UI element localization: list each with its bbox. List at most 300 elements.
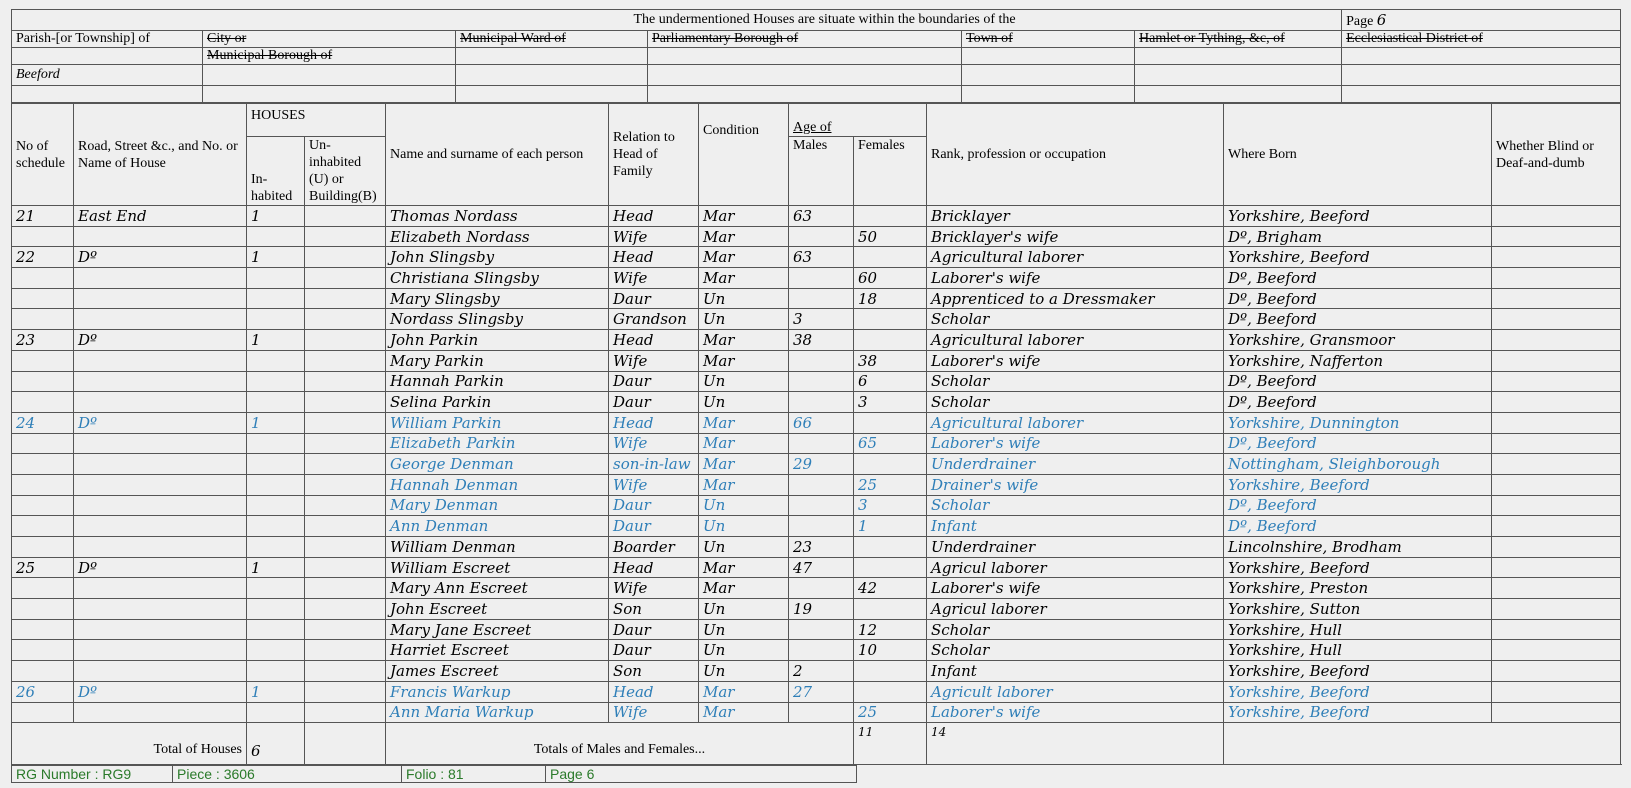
uninhabited-cell (305, 557, 386, 578)
schedule-number (12, 516, 74, 537)
inhabited-count (247, 288, 305, 309)
female-age: 3 (854, 495, 927, 516)
inhabited-count (247, 268, 305, 289)
road-name (74, 702, 247, 723)
relation: Wife (609, 474, 699, 495)
road-name (74, 371, 247, 392)
occupation: Agricult laborer (927, 681, 1224, 702)
females-total: 14 (927, 723, 1224, 765)
schedule-number (12, 433, 74, 454)
road-name (74, 350, 247, 371)
road-name (74, 433, 247, 454)
uninhabited-cell (305, 640, 386, 661)
occupation: Bricklayer (927, 206, 1224, 227)
road-name (74, 454, 247, 475)
condition: Mar (699, 474, 789, 495)
person-name: Elizabeth Parkin (386, 433, 609, 454)
table-row (12, 619, 1621, 640)
table-row (12, 268, 1621, 289)
table-row (12, 578, 1621, 599)
schedule-number (12, 495, 74, 516)
road-name (74, 288, 247, 309)
inhabited-count (247, 661, 305, 682)
person-name: James Escreet (386, 661, 609, 682)
page-cell (1342, 10, 1621, 31)
person-name: Francis Warkup (386, 681, 609, 702)
male-age: 63 (789, 247, 854, 268)
inhabited-count (247, 309, 305, 330)
occupation: Agricultural laborer (927, 330, 1224, 351)
col-name: Name and surname of each person (386, 104, 609, 206)
condition: Un (699, 371, 789, 392)
inhabited-count (247, 474, 305, 495)
inhabited-count (247, 537, 305, 558)
male-age (789, 226, 854, 247)
road-name: Dº (74, 330, 247, 351)
page-label: Page (1346, 13, 1374, 29)
col-blind: Whether Blind or Deaf-and-dumb (1492, 104, 1621, 206)
inhabited-count: 1 (247, 206, 305, 227)
road-name (74, 495, 247, 516)
male-age: 66 (789, 412, 854, 433)
total-houses-label: Total of Houses (12, 723, 247, 765)
schedule-number (12, 474, 74, 495)
table-row (12, 226, 1621, 247)
footer-page: Page 6 (546, 766, 857, 783)
inhabited-count: 1 (247, 330, 305, 351)
road-name (74, 392, 247, 413)
schedule-number: 22 (12, 247, 74, 268)
occupation: Infant (927, 661, 1224, 682)
person-name: Christiana Slingsby (386, 268, 609, 289)
male-age (789, 433, 854, 454)
col-road: Road, Street &c., and No. or Name of House (74, 104, 247, 206)
birthplace: Yorkshire, Hull (1224, 640, 1492, 661)
blind-cell (1492, 454, 1621, 475)
birthplace: Yorkshire, Gransmoor (1224, 330, 1492, 351)
parl-label: Parliamentary Borough of (648, 31, 962, 48)
condition: Un (699, 599, 789, 620)
inhabited-count (247, 702, 305, 723)
condition: Un (699, 661, 789, 682)
occupation: Apprenticed to a Dressmaker (927, 288, 1224, 309)
col-males: Males (789, 137, 854, 206)
occupation: Scholar (927, 371, 1224, 392)
col-schedule: No of schedule (12, 104, 74, 206)
uninhabited-cell (305, 433, 386, 454)
relation: Head (609, 330, 699, 351)
occupation: Laborer's wife (927, 433, 1224, 454)
female-age: 3 (854, 392, 927, 413)
road-name: East End (74, 206, 247, 227)
table-row (12, 474, 1621, 495)
relation: Daur (609, 392, 699, 413)
totals-mf-label: Totals of Males and Females... (386, 723, 854, 765)
female-age (854, 661, 927, 682)
blind-cell (1492, 371, 1621, 392)
birthplace: Yorkshire, Beeford (1224, 557, 1492, 578)
female-age (854, 454, 927, 475)
birthplace: Yorkshire, Preston (1224, 578, 1492, 599)
blind-cell (1492, 599, 1621, 620)
female-age: 12 (854, 619, 927, 640)
occupation: Scholar (927, 495, 1224, 516)
female-age (854, 206, 927, 227)
female-age (854, 557, 927, 578)
birthplace: Yorkshire, Beeford (1224, 681, 1492, 702)
relation: Head (609, 681, 699, 702)
occupation: Laborer's wife (927, 702, 1224, 723)
occupation: Bricklayer's wife (927, 226, 1224, 247)
female-age: 10 (854, 640, 927, 661)
occupation: Scholar (927, 640, 1224, 661)
condition: Un (699, 392, 789, 413)
condition: Un (699, 537, 789, 558)
road-name (74, 578, 247, 599)
male-age (789, 640, 854, 661)
schedule-number (12, 226, 74, 247)
schedule-number: 26 (12, 681, 74, 702)
road-name (74, 640, 247, 661)
road-name (74, 619, 247, 640)
col-inhabited: In-habited (247, 137, 305, 206)
condition: Mar (699, 681, 789, 702)
person-name: Thomas Nordass (386, 206, 609, 227)
relation: Head (609, 412, 699, 433)
person-name: Mary Denman (386, 495, 609, 516)
page-number: 6 (1376, 10, 1387, 29)
relation: Wife (609, 268, 699, 289)
female-age: 50 (854, 226, 927, 247)
occupation: Agricultural laborer (927, 412, 1224, 433)
birthplace: Yorkshire, Sutton (1224, 599, 1492, 620)
uninhabited-cell (305, 226, 386, 247)
ward-label: Municipal Ward of (456, 31, 648, 48)
table-row (12, 433, 1621, 454)
female-age: 65 (854, 433, 927, 454)
inhabited-count (247, 578, 305, 599)
uninhabited-cell (305, 206, 386, 227)
male-age (789, 702, 854, 723)
person-name: Nordass Slingsby (386, 309, 609, 330)
table-row (12, 247, 1621, 268)
relation: Head (609, 206, 699, 227)
occupation: Infant (927, 516, 1224, 537)
male-age (789, 516, 854, 537)
inhabited-count: 1 (247, 557, 305, 578)
male-age: 2 (789, 661, 854, 682)
col-houses: HOUSES (247, 104, 386, 137)
condition: Un (699, 495, 789, 516)
person-name: Selina Parkin (386, 392, 609, 413)
blind-cell (1492, 433, 1621, 454)
condition: Mar (699, 557, 789, 578)
relation: Wife (609, 578, 699, 599)
male-age: 3 (789, 309, 854, 330)
town-label: Town of (962, 31, 1135, 48)
blind-cell (1492, 247, 1621, 268)
inhabited-count: 1 (247, 681, 305, 702)
female-age: 25 (854, 474, 927, 495)
inhabited-count (247, 371, 305, 392)
condition: Mar (699, 702, 789, 723)
uninhabited-cell (305, 350, 386, 371)
male-age (789, 268, 854, 289)
road-name: Dº (74, 412, 247, 433)
schedule-number: 23 (12, 330, 74, 351)
relation: Wife (609, 226, 699, 247)
male-age: 63 (789, 206, 854, 227)
reference-footer (11, 765, 857, 783)
blind-cell (1492, 392, 1621, 413)
uninhabited-cell (305, 247, 386, 268)
road-name (74, 309, 247, 330)
occupation: Drainer's wife (927, 474, 1224, 495)
uninhabited-cell (305, 288, 386, 309)
birthplace: Lincolnshire, Brodham (1224, 537, 1492, 558)
schedule-number (12, 371, 74, 392)
relation: son-in-law (609, 454, 699, 475)
condition: Mar (699, 206, 789, 227)
table-row (12, 681, 1621, 702)
occupation: Laborer's wife (927, 578, 1224, 599)
birthplace: Dº, Beeford (1224, 392, 1492, 413)
schedule-number (12, 599, 74, 620)
male-age: 47 (789, 557, 854, 578)
relation: Head (609, 557, 699, 578)
boundaries-title: The undermentioned Houses are situate within the boundaries of the (12, 10, 1342, 31)
blind-cell (1492, 516, 1621, 537)
person-name: Hannah Denman (386, 474, 609, 495)
birthplace: Dº, Beeford (1224, 309, 1492, 330)
birthplace: Dº, Beeford (1224, 433, 1492, 454)
occupation: Laborer's wife (927, 350, 1224, 371)
schedule-number: 21 (12, 206, 74, 227)
male-age (789, 288, 854, 309)
blind-cell (1492, 640, 1621, 661)
borough-label: Municipal Borough of (203, 48, 456, 65)
uninhabited-cell (305, 474, 386, 495)
condition: Mar (699, 578, 789, 599)
blind-cell (1492, 474, 1621, 495)
inhabited-count: 1 (247, 412, 305, 433)
schedule-number (12, 661, 74, 682)
occupation: Scholar (927, 309, 1224, 330)
birthplace: Yorkshire, Beeford (1224, 206, 1492, 227)
occupation: Agricultural laborer (927, 247, 1224, 268)
relation: Head (609, 247, 699, 268)
male-age (789, 392, 854, 413)
table-row (12, 640, 1621, 661)
blind-cell (1492, 309, 1621, 330)
road-name: Dº (74, 247, 247, 268)
schedule-number (12, 350, 74, 371)
uninhabited-cell (305, 578, 386, 599)
female-age (854, 681, 927, 702)
parish-label: Parish-[or Township] of (12, 31, 203, 48)
person-name: John Escreet (386, 599, 609, 620)
col-age-of: Age of (789, 104, 927, 137)
table-row (12, 537, 1621, 558)
road-name (74, 661, 247, 682)
blind-cell (1492, 578, 1621, 599)
relation: Son (609, 661, 699, 682)
person-name: Hannah Parkin (386, 371, 609, 392)
schedule-number (12, 454, 74, 475)
birthplace: Yorkshire, Hull (1224, 619, 1492, 640)
inhabited-count (247, 640, 305, 661)
col-relation: Relation to Head of Family (609, 104, 699, 206)
relation: Daur (609, 640, 699, 661)
condition: Mar (699, 454, 789, 475)
inhabited-count (247, 350, 305, 371)
condition: Un (699, 288, 789, 309)
schedule-number (12, 309, 74, 330)
male-age (789, 474, 854, 495)
person-name: Mary Jane Escreet (386, 619, 609, 640)
occupation: Scholar (927, 619, 1224, 640)
condition: Mar (699, 433, 789, 454)
birthplace: Yorkshire, Beeford (1224, 474, 1492, 495)
female-age (854, 412, 927, 433)
table-row (12, 371, 1621, 392)
road-name (74, 599, 247, 620)
birthplace: Dº, Beeford (1224, 516, 1492, 537)
person-name: Ann Maria Warkup (386, 702, 609, 723)
schedule-rows (12, 206, 1621, 723)
inhabited-count (247, 392, 305, 413)
schedule-number (12, 268, 74, 289)
uninhabited-cell (305, 268, 386, 289)
hamlet-label: Hamlet or Tything, &c, of (1135, 31, 1342, 48)
female-age (854, 537, 927, 558)
col-occupation: Rank, profession or occupation (927, 104, 1224, 206)
blind-cell (1492, 412, 1621, 433)
uninhabited-cell (305, 371, 386, 392)
person-name: William Escreet (386, 557, 609, 578)
condition: Mar (699, 412, 789, 433)
uninhabited-cell (305, 495, 386, 516)
schedule-number (12, 537, 74, 558)
birthplace: Dº, Beeford (1224, 268, 1492, 289)
occupation: Scholar (927, 392, 1224, 413)
table-row (12, 330, 1621, 351)
uninhabited-cell (305, 661, 386, 682)
blind-cell (1492, 206, 1621, 227)
table-row (12, 350, 1621, 371)
uninhabited-cell (305, 412, 386, 433)
table-row (12, 206, 1621, 227)
person-name: Elizabeth Nordass (386, 226, 609, 247)
birthplace: Yorkshire, Nafferton (1224, 350, 1492, 371)
blind-cell (1492, 661, 1621, 682)
male-age (789, 495, 854, 516)
female-age: 60 (854, 268, 927, 289)
total-houses-value: 6 (247, 723, 305, 765)
female-age (854, 309, 927, 330)
birthplace: Dº, Brigham (1224, 226, 1492, 247)
male-age: 38 (789, 330, 854, 351)
inhabited-count (247, 599, 305, 620)
birthplace: Yorkshire, Beeford (1224, 247, 1492, 268)
eccl-label: Ecclesiastical District of (1342, 31, 1621, 48)
schedule-number (12, 392, 74, 413)
schedule-number: 25 (12, 557, 74, 578)
col-born: Where Born (1224, 104, 1492, 206)
uninhabited-cell (305, 392, 386, 413)
table-row (12, 288, 1621, 309)
occupation: Underdrainer (927, 537, 1224, 558)
relation: Boarder (609, 537, 699, 558)
road-name (74, 226, 247, 247)
person-name: Mary Slingsby (386, 288, 609, 309)
table-row (12, 599, 1621, 620)
relation: Daur (609, 619, 699, 640)
occupation: Agricul laborer (927, 599, 1224, 620)
condition: Un (699, 640, 789, 661)
birthplace: Yorkshire, Beeford (1224, 702, 1492, 723)
city-label: City or (203, 31, 456, 48)
male-age: 23 (789, 537, 854, 558)
birthplace: Dº, Beeford (1224, 288, 1492, 309)
blind-cell (1492, 350, 1621, 371)
rg-number: RG Number : RG9 (12, 766, 173, 783)
birthplace: Yorkshire, Beeford (1224, 661, 1492, 682)
person-name: William Parkin (386, 412, 609, 433)
census-sheet (11, 9, 1620, 783)
blind-cell (1492, 619, 1621, 640)
female-age: 42 (854, 578, 927, 599)
female-age (854, 599, 927, 620)
piece-number: Piece : 3606 (173, 766, 402, 783)
inhabited-count (247, 433, 305, 454)
occupation: Agricul laborer (927, 557, 1224, 578)
uninhabited-cell (305, 309, 386, 330)
uninhabited-cell (305, 537, 386, 558)
table-row (12, 516, 1621, 537)
relation: Daur (609, 288, 699, 309)
table-row (12, 392, 1621, 413)
col-uninhabited: Un-inhabited (U) or Building(B) (305, 137, 386, 206)
female-age: 18 (854, 288, 927, 309)
birthplace: Yorkshire, Dunnington (1224, 412, 1492, 433)
female-age: 1 (854, 516, 927, 537)
uninhabited-cell (305, 599, 386, 620)
schedule-table (11, 103, 1621, 765)
inhabited-count (247, 495, 305, 516)
person-name: Mary Ann Escreet (386, 578, 609, 599)
folio-number: Folio : 81 (402, 766, 546, 783)
road-name (74, 474, 247, 495)
table-row (12, 495, 1621, 516)
uninhabited-cell (305, 702, 386, 723)
condition: Mar (699, 247, 789, 268)
inhabited-count (247, 454, 305, 475)
blind-cell (1492, 288, 1621, 309)
condition: Mar (699, 350, 789, 371)
male-age (789, 350, 854, 371)
person-name: John Slingsby (386, 247, 609, 268)
col-females: Females (854, 137, 927, 206)
parish-value: Beeford (12, 65, 203, 86)
road-name (74, 516, 247, 537)
condition: Un (699, 309, 789, 330)
males-total: 11 (854, 723, 927, 765)
person-name: William Denman (386, 537, 609, 558)
condition: Mar (699, 226, 789, 247)
relation: Wife (609, 702, 699, 723)
schedule-number: 24 (12, 412, 74, 433)
